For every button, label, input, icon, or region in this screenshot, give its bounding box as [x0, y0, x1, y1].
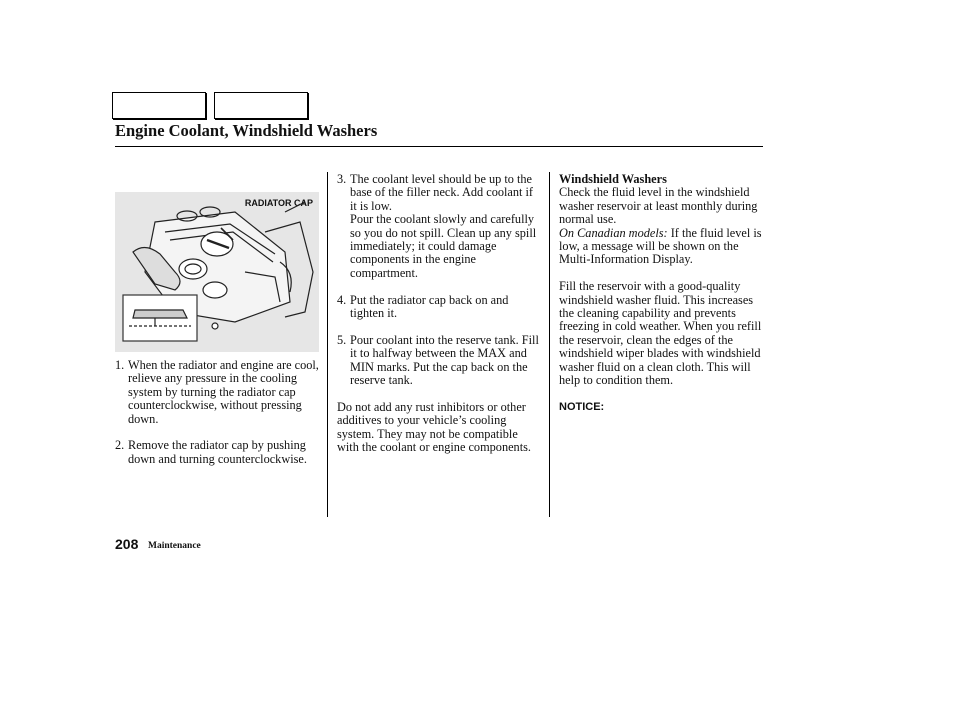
title-rule: [115, 146, 763, 147]
canadian-models-label: On Canadian models:: [559, 225, 668, 240]
step-5: 5. Pour coolant into the reserve tank. Fill it to halfway between the MAX and MIN marks. Put the cap back on the reserve tank.: [337, 332, 539, 388]
column-2-steps: [337, 173, 541, 468]
nav-button-previous[interactable]: [112, 92, 206, 119]
figure-label: RADIATOR CAP: [244, 198, 313, 208]
step-4: 4. Put the radiator cap back on and tighten it.: [337, 292, 509, 321]
column-3-washers: [559, 173, 763, 414]
step-1: 1. When the radiator and engine are cool, relieve any pressure in the cooling system by turning the radiator cap counterclockwise, without pressing down.: [115, 358, 319, 426]
step-3-text: The coolant level should be up to the base of the filler neck. Add coolant if it is low.: [350, 172, 534, 213]
column-1-steps: [115, 359, 320, 480]
step-2: 2. Remove the radiator cap by pushing down and turning counterclockwise.: [115, 438, 307, 466]
canadian-models-text: If the fluid level is low, a message will be shown on the Multi-Information Display.: [559, 225, 762, 267]
step-3-detail: Pour the coolant slowly and carefully so you do not spill. Clean up any spill immediately; it could damage components in the engine compartment.: [350, 212, 537, 280]
additive-warning: Do not add any rust inhibitors or other additives to your vehicle’s cooling system. They may not be compatible with the coolant or engine components.: [337, 399, 531, 455]
nav-button-next[interactable]: [214, 92, 308, 119]
step-3: 3. The coolant level should be up to the base of the filler neck. Add coolant if it is low. Pour the coolant slowly and carefully so you do not spill. Clean up any spill immediately; it could damage components in the engine compartment.: [337, 172, 537, 280]
washers-heading: Windshield Washers: [559, 172, 667, 186]
engine-drawing: [115, 192, 319, 352]
page-number: 208: [115, 536, 139, 552]
column-divider-1: [327, 172, 328, 517]
washers-para-2: Fill the reservoir with a good-quality windshield washer fluid. This increases the cleaning capability and prevents freezing in cold weather. When you refill the reservoir, clean the edges of the windshield wiper blades with windshield washer fluid on a clean cloth. This will help to condition them.: [559, 279, 762, 388]
page-title: Engine Coolant, Windshield Washers: [115, 121, 378, 140]
radiator-cap-illustration: [115, 192, 319, 352]
footer-section: Maintenance: [148, 541, 201, 551]
washers-para-1: Check the fluid level in the windshield washer reservoir at least monthly during normal use. On Canadian models: If the fluid level is low, a message will be shown on the Multi-Information Display.: [559, 185, 762, 267]
column-divider-2: [549, 172, 550, 517]
notice-label: NOTICE:: [559, 400, 605, 413]
